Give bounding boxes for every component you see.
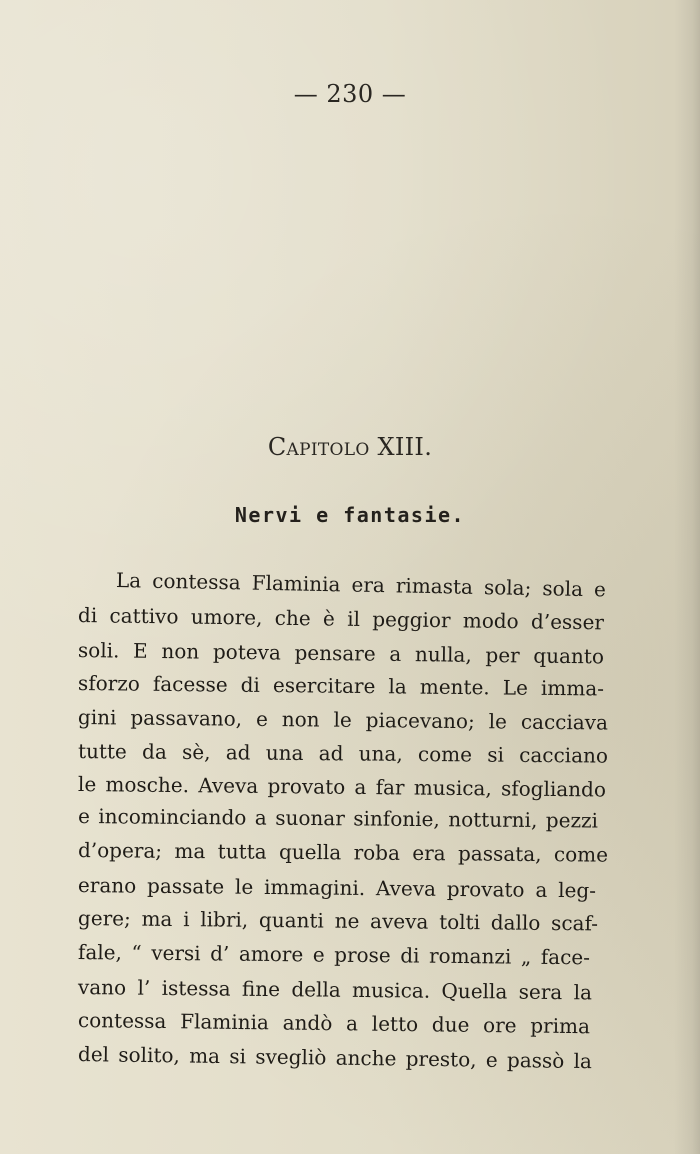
chapter-subtitle: Nervi e fantasie. (234, 503, 466, 527)
text-line: La contessa Flaminia era rimasta sola; sola e (115, 568, 607, 602)
page-edge-shadow (674, 0, 700, 1154)
text-line: del solito, ma si svegliò anche presto, e passò la (77, 1042, 593, 1074)
page-number: — 230 — (293, 80, 407, 108)
text-line: di cattivo umore, che è il peggior modo d’esser (77, 603, 605, 635)
text-line: soli. E non poteva pensare a nulla, per quanto (77, 638, 605, 669)
text-line: gere; ma i libri, quanti ne aveva tolti dallo scaf- (77, 906, 599, 936)
text-line: vano l’ istessa fine della musica. Quella sera la (77, 975, 593, 1005)
chapter-heading: Capitolo XIII. (267, 433, 433, 461)
text-line: d’opera; ma tutta quella roba era passata, come (77, 838, 609, 867)
text-line: contessa Flaminia andò a letto due ore prima (77, 1008, 591, 1039)
text-line: fale, “ versi d’ amore e prose di romanzi „ face- (77, 940, 591, 970)
text-line: sforzo facesse di esercitare la mente. Le imma- (77, 671, 605, 701)
text-line: gini passavano, e non le piacevano; le cacciava (77, 705, 609, 735)
text-line: le mosche. Aveva provato a far musica, sfogliando (77, 772, 607, 802)
text-line: e incominciando a suonar sinfonie, notturni, pezzi (77, 804, 599, 833)
text-line: erano passate le immagini. Aveva provato a leg- (77, 873, 597, 903)
text-line: tutte da sè, ad una ad una, come si cacciano (77, 739, 609, 768)
